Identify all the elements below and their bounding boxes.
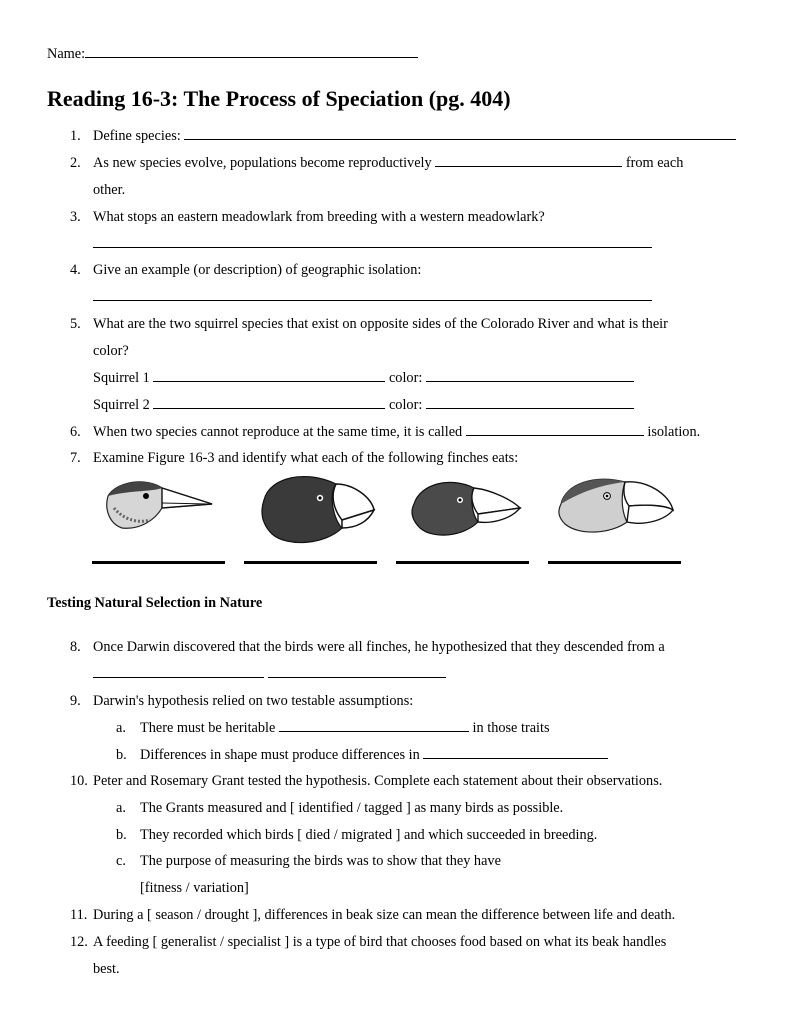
- q3-blank[interactable]: [93, 236, 652, 248]
- q4-answer-row: [93, 289, 652, 305]
- q1-blank[interactable]: [184, 128, 736, 140]
- q8-number: 8.: [70, 639, 81, 655]
- squirrel1-label: Squirrel 1: [93, 370, 150, 386]
- finch-pointed-beak-icon: [100, 474, 215, 536]
- finch2-answer-line[interactable]: [244, 561, 377, 564]
- q6-blank[interactable]: [466, 424, 644, 436]
- q5-text-a: What are the two squirrel species that exist on opposite sides of the Colorado River and what is their: [93, 316, 668, 332]
- q4-blank[interactable]: [93, 289, 652, 301]
- q10b-label: b.: [116, 827, 127, 843]
- q8-blank-1[interactable]: [93, 666, 264, 678]
- q12-text-a: A feeding [ generalist / specialist ] is a type of bird that chooses food based on what its beak handles: [93, 934, 667, 950]
- q9a-blank[interactable]: [279, 720, 469, 732]
- q9b-label: b.: [116, 747, 127, 763]
- q2-text-c: other.: [93, 182, 126, 198]
- q5-text-b: color?: [93, 343, 129, 359]
- q2-text-a: As new species evolve, populations become reproductively: [93, 155, 432, 171]
- q1-number: 1.: [70, 128, 81, 144]
- name-row: [47, 46, 418, 62]
- q6-text-a: When two species cannot reproduce at the same time, it is called: [93, 424, 463, 440]
- q4-number: 4.: [70, 262, 81, 278]
- q8-blank-2[interactable]: [268, 666, 446, 678]
- q6-text-b: isolation.: [647, 424, 701, 440]
- squirrel1-color-label: color:: [388, 370, 423, 386]
- q1-label: Define species:: [93, 128, 181, 144]
- q10c-text-b: [fitness / variation]: [140, 880, 249, 896]
- q8-answer-row: [93, 666, 446, 682]
- q7-number: 7.: [70, 450, 81, 466]
- q7-text: Examine Figure 16-3 and identify what each of the following finches eats:: [93, 450, 519, 466]
- q3-answer-row: [93, 236, 652, 252]
- q9a-text-a: There must be heritable: [140, 720, 276, 736]
- q8-text: Once Darwin discovered that the birds were all finches, he hypothesized that they descended from a: [93, 639, 665, 655]
- q12-number: 12.: [70, 934, 88, 950]
- q2-text-b: from each: [625, 155, 684, 171]
- q12-text-b: best.: [93, 961, 120, 977]
- q2-number: 2.: [70, 155, 81, 171]
- q9-text: Darwin's hypothesis relied on two testable assumptions:: [93, 693, 414, 709]
- finch3-answer-line[interactable]: [396, 561, 529, 564]
- finch4-answer-line[interactable]: [548, 561, 681, 564]
- q5-squirrel1-row: [93, 370, 634, 386]
- q5-number: 5.: [70, 316, 81, 332]
- q6-line: [93, 424, 700, 440]
- finch-medium-beak-icon: [408, 474, 524, 544]
- q9a-label: a.: [116, 720, 126, 736]
- squirrel1-blank[interactable]: [153, 370, 385, 382]
- q10a-label: a.: [116, 800, 126, 816]
- squirrel1-color-blank[interactable]: [426, 370, 634, 382]
- q10c-text-a: The purpose of measuring the birds was to show that they have: [140, 853, 501, 869]
- q9a-text-b: in those traits: [472, 720, 550, 736]
- finch-large-beak-icon: [258, 470, 378, 550]
- q3-text: What stops an eastern meadowlark from breeding with a western meadowlark?: [93, 209, 545, 225]
- q4-text: Give an example (or description) of geographic isolation:: [93, 262, 422, 278]
- q9-number: 9.: [70, 693, 81, 709]
- q3-number: 3.: [70, 209, 81, 225]
- q10-number: 10.: [70, 773, 88, 789]
- finch-curved-beak-icon: [555, 470, 677, 540]
- q10-text: Peter and Rosemary Grant tested the hypothesis. Complete each statement about their observations.: [93, 773, 663, 789]
- name-blank[interactable]: [85, 46, 418, 58]
- q11-number: 11.: [70, 907, 88, 923]
- q9b-line: [140, 747, 608, 763]
- q9b-blank[interactable]: [423, 747, 608, 759]
- q10a-text: The Grants measured and [ identified / tagged ] as many birds as possible.: [140, 800, 564, 816]
- q2-blank[interactable]: [435, 155, 622, 167]
- q9b-text: Differences in shape must produce differences in: [140, 747, 420, 763]
- q2-line1: [93, 155, 683, 171]
- q1-text: [93, 128, 736, 144]
- q5-squirrel2-row: [93, 397, 634, 413]
- squirrel2-color-blank[interactable]: [426, 397, 634, 409]
- name-label: Name:: [47, 46, 86, 62]
- q6-number: 6.: [70, 424, 81, 440]
- page-title: Reading 16-3: The Process of Speciation (pg. 404): [47, 86, 511, 111]
- q11-text: During a [ season / drought ], differences in beak size can mean the difference between life and death.: [93, 907, 676, 923]
- section-heading: Testing Natural Selection in Nature: [47, 595, 263, 611]
- q10b-text: They recorded which birds [ died / migrated ] and which succeeded in breeding.: [140, 827, 598, 843]
- squirrel2-color-label: color:: [388, 397, 423, 413]
- squirrel2-label: Squirrel 2: [93, 397, 150, 413]
- q9a-line: [140, 720, 550, 736]
- q10c-label: c.: [116, 853, 126, 869]
- finch1-answer-line[interactable]: [92, 561, 225, 564]
- squirrel2-blank[interactable]: [153, 397, 385, 409]
